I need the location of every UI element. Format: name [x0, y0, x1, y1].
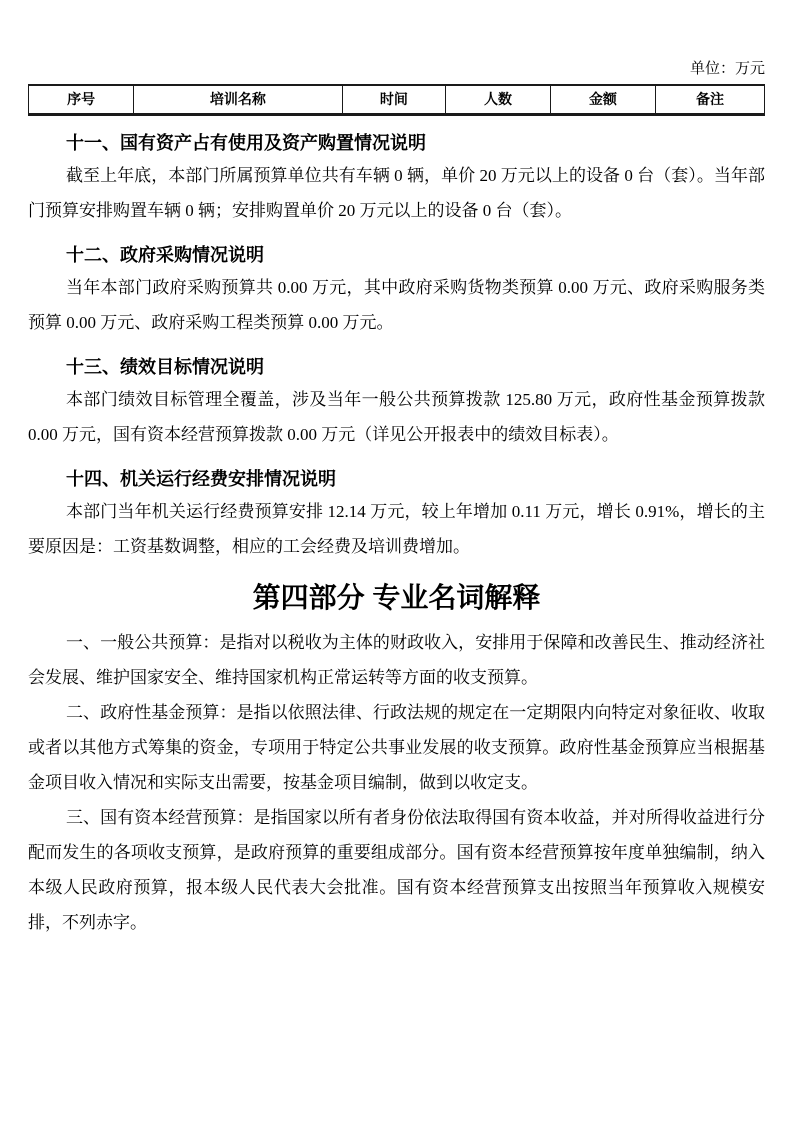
section-heading-performance-targets: 十三、绩效目标情况说明 [66, 356, 264, 377]
section-paragraph-state-assets: 截至上年底，本部门所属预算单位共有车辆 0 辆，单价 20 万元以上的设备 0 台（套）。当年部门预算安排购置车辆 0 辆；安排购置单价 20 万元以上的设备 0 台（套）。 [28, 165, 765, 220]
section-heading-government-procurement: 十二、政府采购情况说明 [66, 244, 264, 265]
training-table [28, 84, 765, 116]
col-header-time: 时间 [342, 85, 446, 114]
col-header-remarks: 备注 [656, 85, 765, 114]
section-government-procurement [28, 241, 765, 340]
col-header-people-count: 人数 [446, 85, 551, 114]
glossary-item-general-public-budget: 一、一般公共预算：是指对以税收为主体的财政收入，安排用于保障和改善民生、推动经济社会发展、维护国家安全、维持国家机构正常运转等方面的收支预算。 [28, 632, 765, 687]
section-operating-expenses [28, 465, 765, 564]
unit-label: 单位：万元 [689, 61, 765, 77]
section-paragraph-operating-expenses: 本部门当年机关运行经费预算安排 12.14 万元，较上年增加 0.11 万元，增长 0.91%，增长的主要原因是：工资基数调整，相应的工会经费及培训费增加。 [28, 501, 765, 556]
section-paragraph-government-procurement: 当年本部门政府采购预算共 0.00 万元，其中政府采购货物类预算 0.00 万元、政府采购服务类预算 0.00 万元、政府采购工程类预算 0.00 万元。 [28, 277, 765, 332]
col-header-seq-number: 序号 [29, 85, 134, 114]
col-header-training-name: 培训名称 [134, 85, 342, 114]
col-header-amount: 金额 [550, 85, 655, 114]
glossary-item-state-capital-budget: 三、国有资本经营预算：是指国家以所有者身份依法取得国有资本收益，并对所得收益进行分配而发生的各项收支预算，是政府预算的重要组成部分。国有资本经营预算按年度单独编制，纳入本级人民政府预算，报本级人民代表大会批准。国有资本经营预算支出按照当年预算收入规模安排，不列赤字。 [28, 807, 765, 932]
table-header-row [29, 85, 765, 114]
glossary-item-government-fund-budget: 二、政府性基金预算：是指以依照法律、行政法规的规定在一定期限内向特定对象征收、收取或者以其他方式筹集的资金，专项用于特定公共事业发展的收支预算。政府性基金预算应当根据基金项目收入情况和实际支出需要，按基金项目编制，做到以收定支。 [28, 702, 765, 792]
section-state-assets [28, 129, 765, 228]
part-title: 第四部分 专业名词解释 [252, 581, 541, 613]
section-performance-targets [28, 353, 765, 452]
section-heading-operating-expenses: 十四、机关运行经费安排情况说明 [66, 468, 336, 489]
section-heading-state-assets: 十一、国有资产占有使用及资产购置情况说明 [66, 132, 426, 153]
section-paragraph-performance-targets: 本部门绩效目标管理全覆盖，涉及当年一般公共预算拨款 125.80 万元，政府性基金预算拨款 0.00 万元，国有资本经营预算拨款 0.00 万元（详见公开报表中的绩效目标表）。 [28, 389, 765, 444]
